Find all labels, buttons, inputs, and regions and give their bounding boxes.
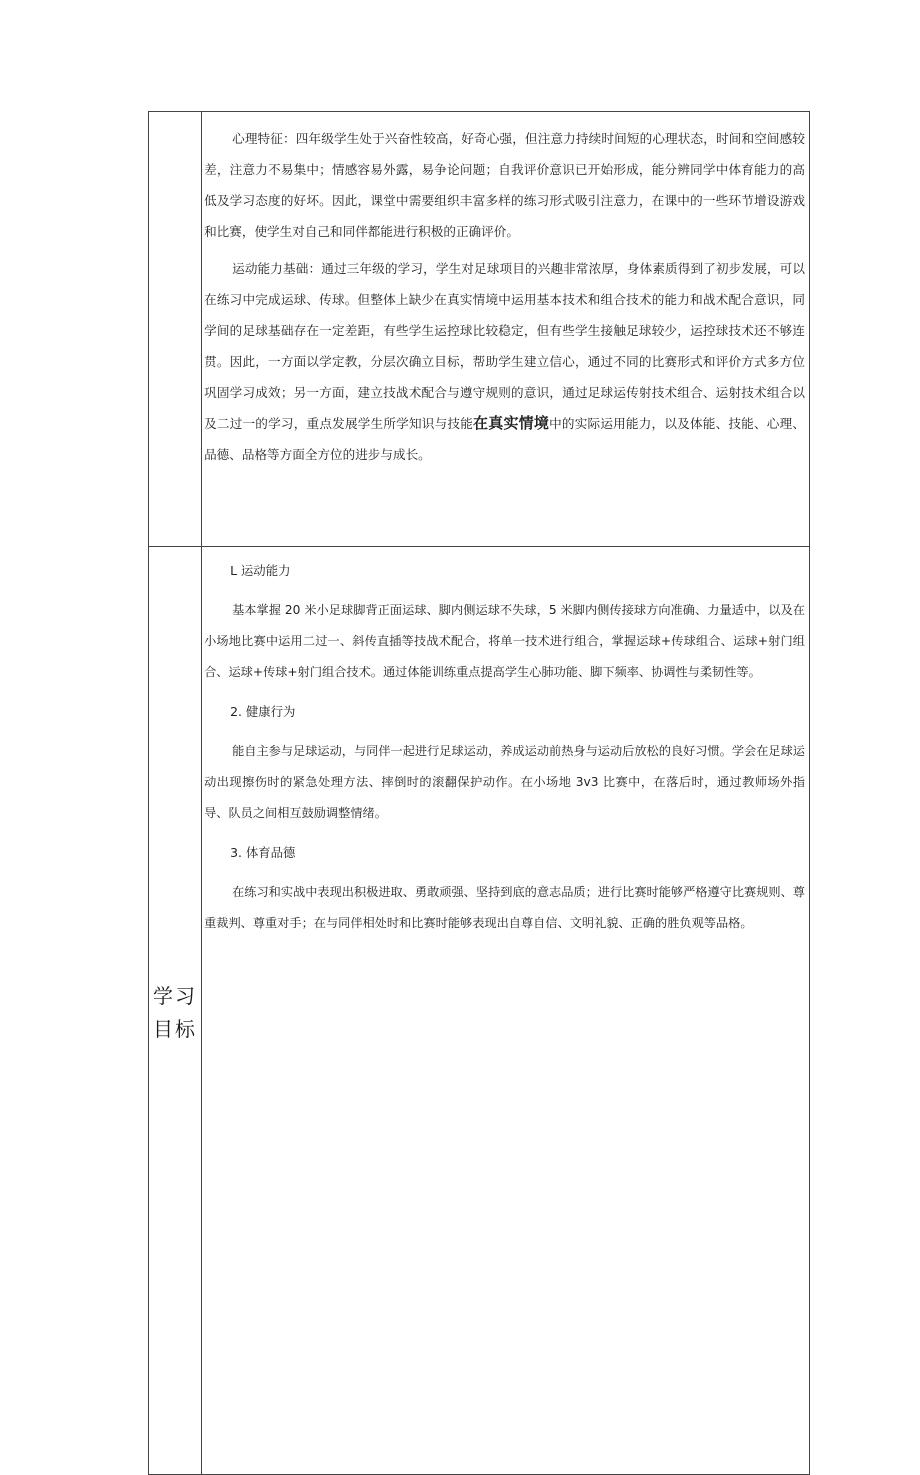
learning-goals-content: [202, 547, 810, 1475]
ability-paragraph: [202, 253, 805, 470]
student-analysis-content: [202, 112, 810, 547]
student-analysis-label-cell: [149, 112, 202, 547]
learning-goals-label: [149, 980, 201, 1046]
ability-emphasis: 在真实情境: [473, 414, 550, 432]
goal-text-sport-ethics: 在练习和实战中表现出积极进取、勇敢顽强、坚持到底的意志品质；进行比赛时能够严格遵守比赛规则、尊重裁判、尊重对手；在与同伴相处时和比赛时能够表现出自尊自信、文明礼貌、正确的胜负观等品格。: [204, 885, 805, 930]
goal-heading-health-behavior: 2. 健康行为: [230, 704, 296, 719]
ability-text-after: 中的实际运用能力，以及体能、技能、心理、品德、品格等方面全方位的进步与成长。: [204, 416, 806, 462]
ability-text-before: 运动能力基础：通过三年级的学习，学生对足球项目的兴趣非常浓厚，身体素质得到了初步发展，可以在练习中完成运球、传球。但整体上缺少在真实情境中运用基本技术和组合技术的能力和战术配合意识，同学间的足球基础存在一定差距，有些学生运控球比较稳定，但有些学生接触足球较少，运控球技术还不够连贯。因此，一方面以学定教，分层次确立目标，帮助学生建立信心，通过不同的比赛形式和评价方式多方位巩固学习成效；另一方面，建立技战术配合与遵守规则的意识，通过足球运传射技术组合、运射技术组合以及二过一的学习，重点发展学生所学知识与技能: [204, 261, 805, 431]
goal-heading-sport-ethics: 3. 体育品德: [230, 845, 296, 860]
goal-heading-motor-ability: L 运动能力: [230, 563, 291, 578]
learning-goals-row: [149, 547, 810, 1475]
psychology-paragraph: 心理特征：四年级学生处于兴奋性较高，好奇心强，但注意力持续时间短的心理状态，时间和空间感较差，注意力不易集中；情感容易外露，易争论问题；自我评价意识已开始形成，能分辨同学中体育能力的高低及学习态度的好坏。因此，课堂中需要组织丰富多样的练习形式吸引注意力，在课中的一些环节增设游戏和比赛，使学生对自己和同伴都能进行积极的正确评价。: [204, 131, 805, 239]
label-line-2: 目标: [153, 1016, 198, 1041]
goal-text-health-behavior: 能自主参与足球运动，与同伴一起进行足球运动，养成运动前热身与运动后放松的良好习惯。学会在足球运动出现擦伤时的紧急处理方法、摔倒时的滚翻保护动作。在小场地 3v3 比赛中，在落后时，通过教师场外指导、队员之间相互鼓励调整情绪。: [204, 744, 805, 820]
learning-goals-label-cell: [149, 547, 202, 1475]
student-analysis-row: [149, 112, 810, 547]
lesson-plan-table: [148, 111, 810, 1475]
goal-text-motor-ability: 基本掌握 20 米小足球脚背正面运球、脚内侧运球不失球，5 米脚内侧传接球方向准确、力量适中，以及在小场地比赛中运用二过一、斜传直插等技战术配合，将单一技术进行组合，掌握运球+传球组合、运球+射门组合、运球+传球+射门组合技术。通过体能训练重点提高学生心肺功能、脚下频率、协调性与柔韧性等。: [204, 603, 805, 679]
label-line-1: 学习: [153, 983, 198, 1008]
